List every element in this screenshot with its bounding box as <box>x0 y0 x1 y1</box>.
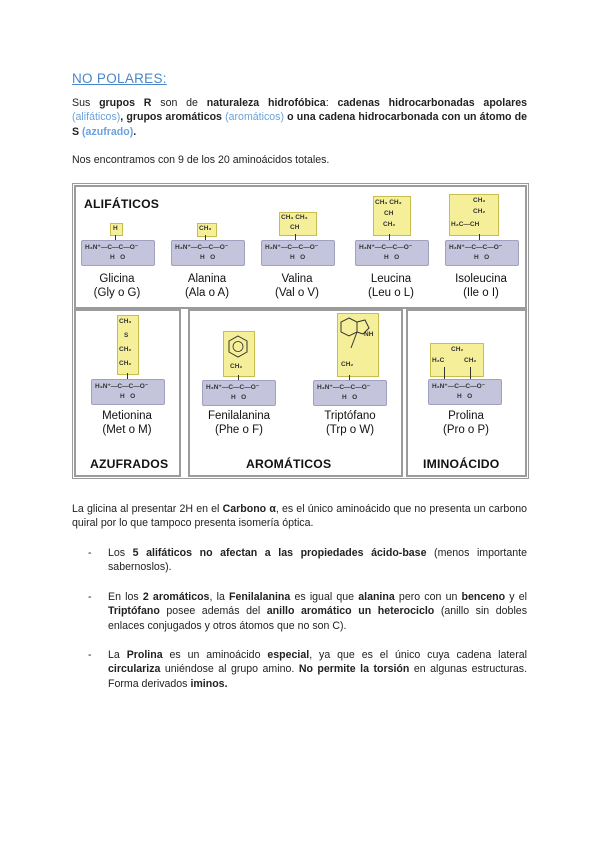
intro-bold: naturaleza hidrofóbica <box>206 97 326 109</box>
intro-highlight: (azufrado) <box>82 125 134 138</box>
amino-acid-figure <box>72 183 529 479</box>
amino-acid-methionine: CH₃ S CH₂ CH₂ H₃N⁺—C—C—O⁻ H O Metionina (Met o M) <box>85 315 169 433</box>
glycine-bold: Carbono α <box>222 503 276 515</box>
section-heading: NO POLARES: <box>72 71 167 86</box>
bullet-dash: - <box>88 649 92 661</box>
intro-bold: o una cadena hidrocarbonada con un átomo de S <box>72 111 527 138</box>
bullet-text: La Prolina es un aminoácido especial, ya que es el único cuya cadena lateral circulariza uniéndose al grupo amino. No permite la torsión en algunas estructuras. Forma derivados iminos. <box>108 649 528 690</box>
amino-acid-abbr: (Ile o I) <box>463 287 499 299</box>
intro-text: Sus <box>72 97 100 109</box>
amino-acid-name: Alanina <box>187 273 227 285</box>
intro-bold: , grupos aromáticos <box>120 111 222 124</box>
bullet-text: Los 5 alifáticos no afectan a las propiedades ácido-base (menos importante sabernoslos). <box>108 547 527 574</box>
bullet-aromatic <box>88 590 528 633</box>
intro-highlight: (aromáticos) <box>225 111 284 124</box>
amino-acid-alanine: CH₃ H₃N⁺—C—C—O⁻ H O Alanina (Ala o A) <box>167 220 247 304</box>
amino-acid-leucine: CH₃ CH₃ CH CH₂ H₃N⁺—C—C—O⁻ H O Leucina (Leu o L) <box>351 194 431 304</box>
intro-bold: grupos R <box>99 97 152 109</box>
bullet-aliphatic <box>88 546 527 575</box>
intro-highlight: (alifáticos) <box>72 111 121 124</box>
amino-acid-name: Triptófano <box>324 410 376 422</box>
amino-acid-abbr: (Trp o W) <box>325 424 375 436</box>
amino-acid-name: Leucina <box>370 273 412 285</box>
amino-acid-name: Fenilalanina <box>207 410 270 422</box>
intro-text: son de <box>151 97 207 109</box>
sulfur-label: AZUFRADOS <box>90 457 169 471</box>
benzene-ring-icon <box>226 334 250 360</box>
glycine-text: La glicina al presentar 2H en el <box>72 503 223 515</box>
amino-acid-name: Isoleucina <box>455 273 507 285</box>
bullet-dash: - <box>88 547 92 559</box>
amino-acid-abbr: (Phe o F) <box>215 424 263 436</box>
intro-bold: . <box>133 125 137 138</box>
amino-acid-name: Glicina <box>99 273 135 285</box>
amino-acid-abbr: (Met o M) <box>102 424 152 436</box>
bullet-text: En los 2 aromáticos, la Fenilalanina es igual que alanina pero con un benceno y el Triptófano posee además del anillo aromático un heterociclo (anillo sin dobles enlaces conjugados y otros átomos que no son C). <box>108 591 528 632</box>
amino-acid-name: Metionina <box>102 410 152 422</box>
amino-acid-abbr: (Leu o L) <box>367 287 415 299</box>
intro-text: : <box>325 97 338 109</box>
intro-paragraph <box>72 96 527 139</box>
amino-acid-name: Prolina <box>448 410 484 422</box>
amino-acid-proline: CH₂ H₂C CH₂ H₂N⁺—C—C—O⁻ H O Prolina (Pro o P) <box>418 341 514 435</box>
amino-acid-abbr: (Gly o G) <box>93 287 141 299</box>
imino-label: IMINOÁCIDO <box>423 457 500 471</box>
amino-acid-tryptophan: NH CH₂ H₃N⁺—C—C—O⁻ H O Triptófano (Trp o W) <box>305 313 395 435</box>
amino-acid-abbr: (Ala o A) <box>184 287 230 299</box>
aromatic-label: AROMÁTICOS <box>246 457 332 471</box>
bullet-proline <box>88 648 528 691</box>
count-paragraph: Nos encontramos con 9 de los 20 aminoácidos totales. <box>72 154 330 166</box>
amino-acid-valine: CH₃ CH₃ CH H₃N⁺—C—C—O⁻ H O Valina (Val o V) <box>257 210 337 304</box>
amino-acid-phenylalanine: CH₂ H₃N⁺—C—C—O⁻ H O Fenilalanina (Phe o F) <box>195 331 283 435</box>
glycine-text: , es el único aminoácido que no presenta un carbono quiral por lo que tampoco presenta isomería óptica. <box>72 503 527 530</box>
aliphatic-label: ALIFÁTICOS <box>84 197 160 211</box>
amino-acid-abbr: (Val o V) <box>275 287 319 299</box>
bullet-dash: - <box>88 591 92 603</box>
amino-acid-name: Valina <box>281 273 313 285</box>
amino-acid-abbr: (Pro o P) <box>442 424 489 436</box>
amino-acid-glycine: H H₃N⁺—C—C—O⁻ H O Glicina (Gly o G) <box>77 220 157 304</box>
amino-acid-isoleucine: CH₃ CH₂ H₃C—CH H₃N⁺—C—C—O⁻ H O Isoleucina (Ile o I) <box>439 192 523 304</box>
intro-bold: cadenas hidrocarbonadas apolares <box>337 97 528 109</box>
glycine-paragraph <box>72 502 527 531</box>
